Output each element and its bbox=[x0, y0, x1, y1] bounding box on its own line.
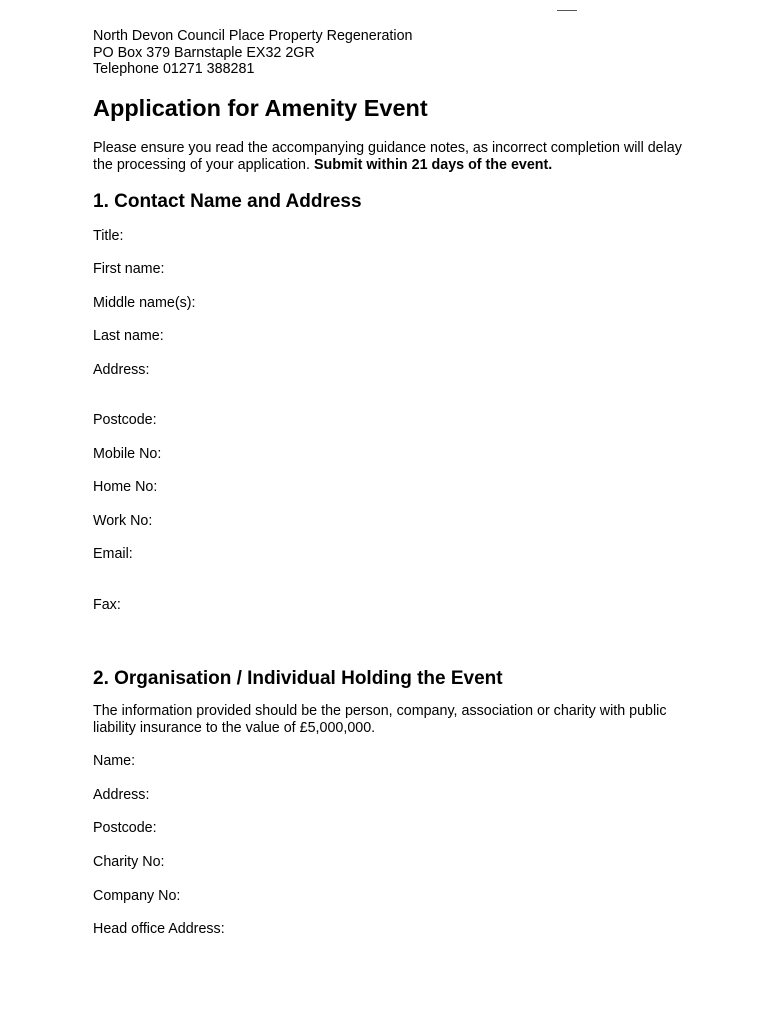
field-label-org-name: Name: bbox=[93, 753, 136, 769]
field-label-org-address: Address: bbox=[93, 786, 150, 803]
section-2-title: 2. Organisation / Individual Holding the Event bbox=[93, 668, 503, 689]
section-1-fields bbox=[93, 228, 693, 615]
field-label-postcode: Postcode: bbox=[93, 412, 157, 428]
field-label-middle-names: Middle name(s): bbox=[93, 294, 196, 311]
field-label-address: Address: bbox=[93, 361, 150, 378]
field-label-last-name: Last name: bbox=[93, 328, 164, 344]
field-label-charity-no: Charity No: bbox=[93, 854, 165, 871]
field-label-home-no: Home No: bbox=[93, 479, 158, 495]
field-label-head-office-address: Head office Address: bbox=[93, 921, 225, 938]
field-label-org-postcode: Postcode: bbox=[93, 820, 157, 837]
top-edge-mark bbox=[557, 10, 577, 11]
council-name-line: North Devon Council Place Property Regeneration bbox=[93, 28, 413, 44]
council-po-box-line: PO Box 379 Barnstaple EX32 2GR bbox=[93, 44, 315, 61]
council-address-block bbox=[93, 28, 693, 78]
field-label-work-no: Work No: bbox=[93, 512, 153, 529]
intro-text: Please ensure you read the accompanying guidance notes, as incorrect completion will delay the processing of your application. bbox=[93, 139, 682, 173]
form-title: Application for Amenity Event bbox=[93, 94, 428, 121]
field-label-mobile-no: Mobile No: bbox=[93, 445, 162, 462]
field-label-fax: Fax: bbox=[93, 597, 121, 613]
field-label-company-no: Company No: bbox=[93, 887, 181, 904]
intro-paragraph bbox=[93, 140, 693, 174]
field-label-first-name: First name: bbox=[93, 261, 165, 277]
council-telephone-line: Telephone 01271 388281 bbox=[93, 61, 255, 77]
intro-deadline: Submit within 21 days of the event. bbox=[313, 156, 553, 173]
section-1-title: 1. Contact Name and Address bbox=[93, 190, 362, 212]
application-form-page bbox=[93, 28, 693, 938]
field-label-email: Email: bbox=[93, 546, 133, 562]
field-label-title: Title: bbox=[93, 227, 124, 244]
section-2-fields bbox=[93, 753, 693, 938]
section-2-note: The information provided should be the person, company, association or charity with public liability insurance to the value of £5,000,000. bbox=[93, 703, 667, 736]
